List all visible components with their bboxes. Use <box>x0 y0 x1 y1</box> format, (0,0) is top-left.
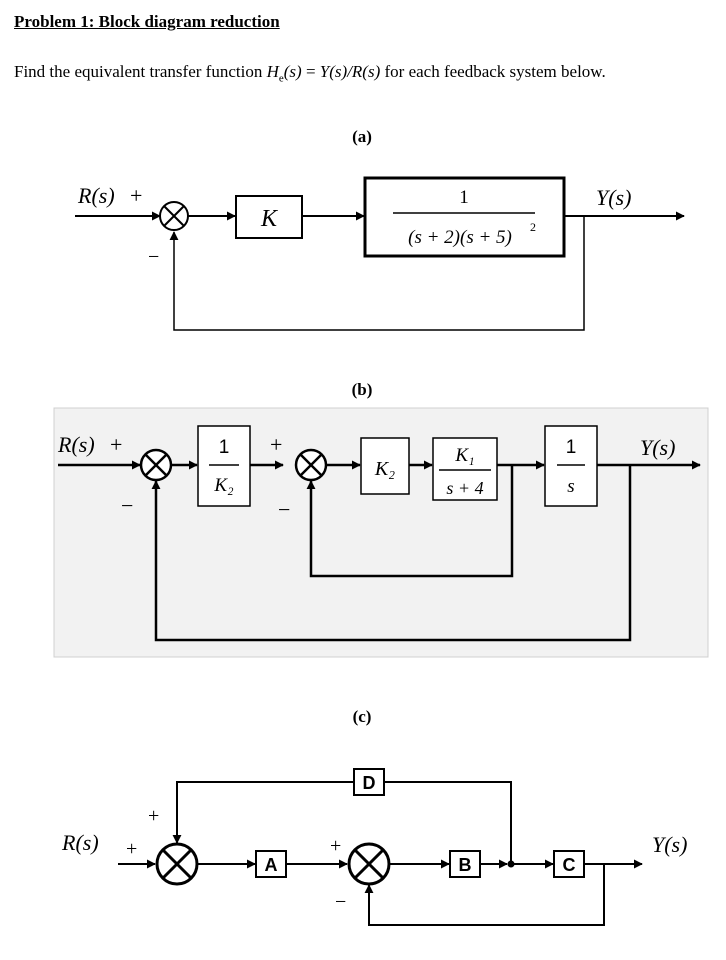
diagram-a <box>75 127 684 330</box>
diagram-b-summing-junction-2 <box>296 450 326 480</box>
diagram-b-plus-sign-2: + <box>270 432 283 457</box>
transfer-function-subscript: e <box>278 72 284 85</box>
diagram-c-plus-sign-top: + <box>148 805 160 827</box>
diagram-a-gain-text: K <box>260 206 278 232</box>
diagram-a-summing-junction <box>160 202 188 230</box>
output-input-ratio: Y(s)/R(s) <box>319 62 381 81</box>
diagram-b-output-label: Y(s) <box>640 435 676 460</box>
diagram-c-block-d-text: D <box>362 773 376 793</box>
diagram-a-minus-sign: − <box>148 246 160 268</box>
diagram-b-block-4-numerator: 1 <box>565 437 577 458</box>
diagram-c-input-label: R(s) <box>62 830 99 855</box>
diagram-a-label: (a) <box>352 127 372 146</box>
diagram-b-input-label: R(s) <box>58 432 95 457</box>
diagram-c <box>61 707 687 925</box>
diagram-b-block-4-denominator: s <box>567 476 575 497</box>
diagram-b-block-3-numerator: K₁ <box>455 445 475 466</box>
diagram-b-summing-junction-1 <box>141 450 171 480</box>
diagram-c-output-label: Y(s) <box>652 832 688 857</box>
diagram-b-minus-sign-1: − <box>121 493 134 518</box>
diagram-a-plus-sign: + <box>130 183 143 208</box>
diagram-c-d-input-path <box>384 782 511 864</box>
diagram-c-d-output-path <box>177 782 354 843</box>
diagram-b-block-1-numerator: 1 <box>218 437 230 458</box>
diagram-c-summing-junction-2 <box>349 844 389 884</box>
diagram-b-plus-sign-1: + <box>110 432 123 457</box>
problem-title: Problem 1: Block diagram reduction <box>14 12 280 31</box>
diagram-c-block-c-text: C <box>562 855 576 875</box>
diagram-b-block-1-denominator: K₂ <box>214 475 234 496</box>
diagram-b-block-2-text: K₂ <box>374 458 396 480</box>
diagram-b-label: (b) <box>351 380 373 399</box>
diagram-a-output-label: Y(s) <box>596 185 632 210</box>
diagram-a-input-label: R(s) <box>78 183 115 208</box>
diagram-c-plus-sign-left: + <box>126 838 138 860</box>
equals-sign: = <box>301 62 320 81</box>
transfer-function-arg: (s) <box>283 62 302 81</box>
diagram-a-plant-exponent: 2 <box>530 220 536 234</box>
diagram-b-minus-sign-2: − <box>278 497 291 522</box>
statement-intro: Find the equivalent transfer function <box>14 62 267 81</box>
diagram-a-plant-numerator: 1 <box>459 187 469 208</box>
diagram-b <box>54 380 708 657</box>
diagram-c-summing-junction-1 <box>157 844 197 884</box>
transfer-function-symbol: H <box>266 62 279 81</box>
diagram-a-plant-denominator: (s + 2)(s + 5) <box>408 227 512 248</box>
diagram-c-label: (c) <box>352 707 372 726</box>
diagram-c-block-b-text: B <box>458 855 472 875</box>
diagram-c-block-a-text: A <box>264 855 278 875</box>
diagram-c-minus-sign-2: − <box>335 891 347 913</box>
statement-outro: for each feedback system below. <box>380 62 606 81</box>
diagram-b-block-3-denominator: s + 4 <box>446 478 484 498</box>
diagram-c-plus-sign-2: + <box>330 835 342 857</box>
